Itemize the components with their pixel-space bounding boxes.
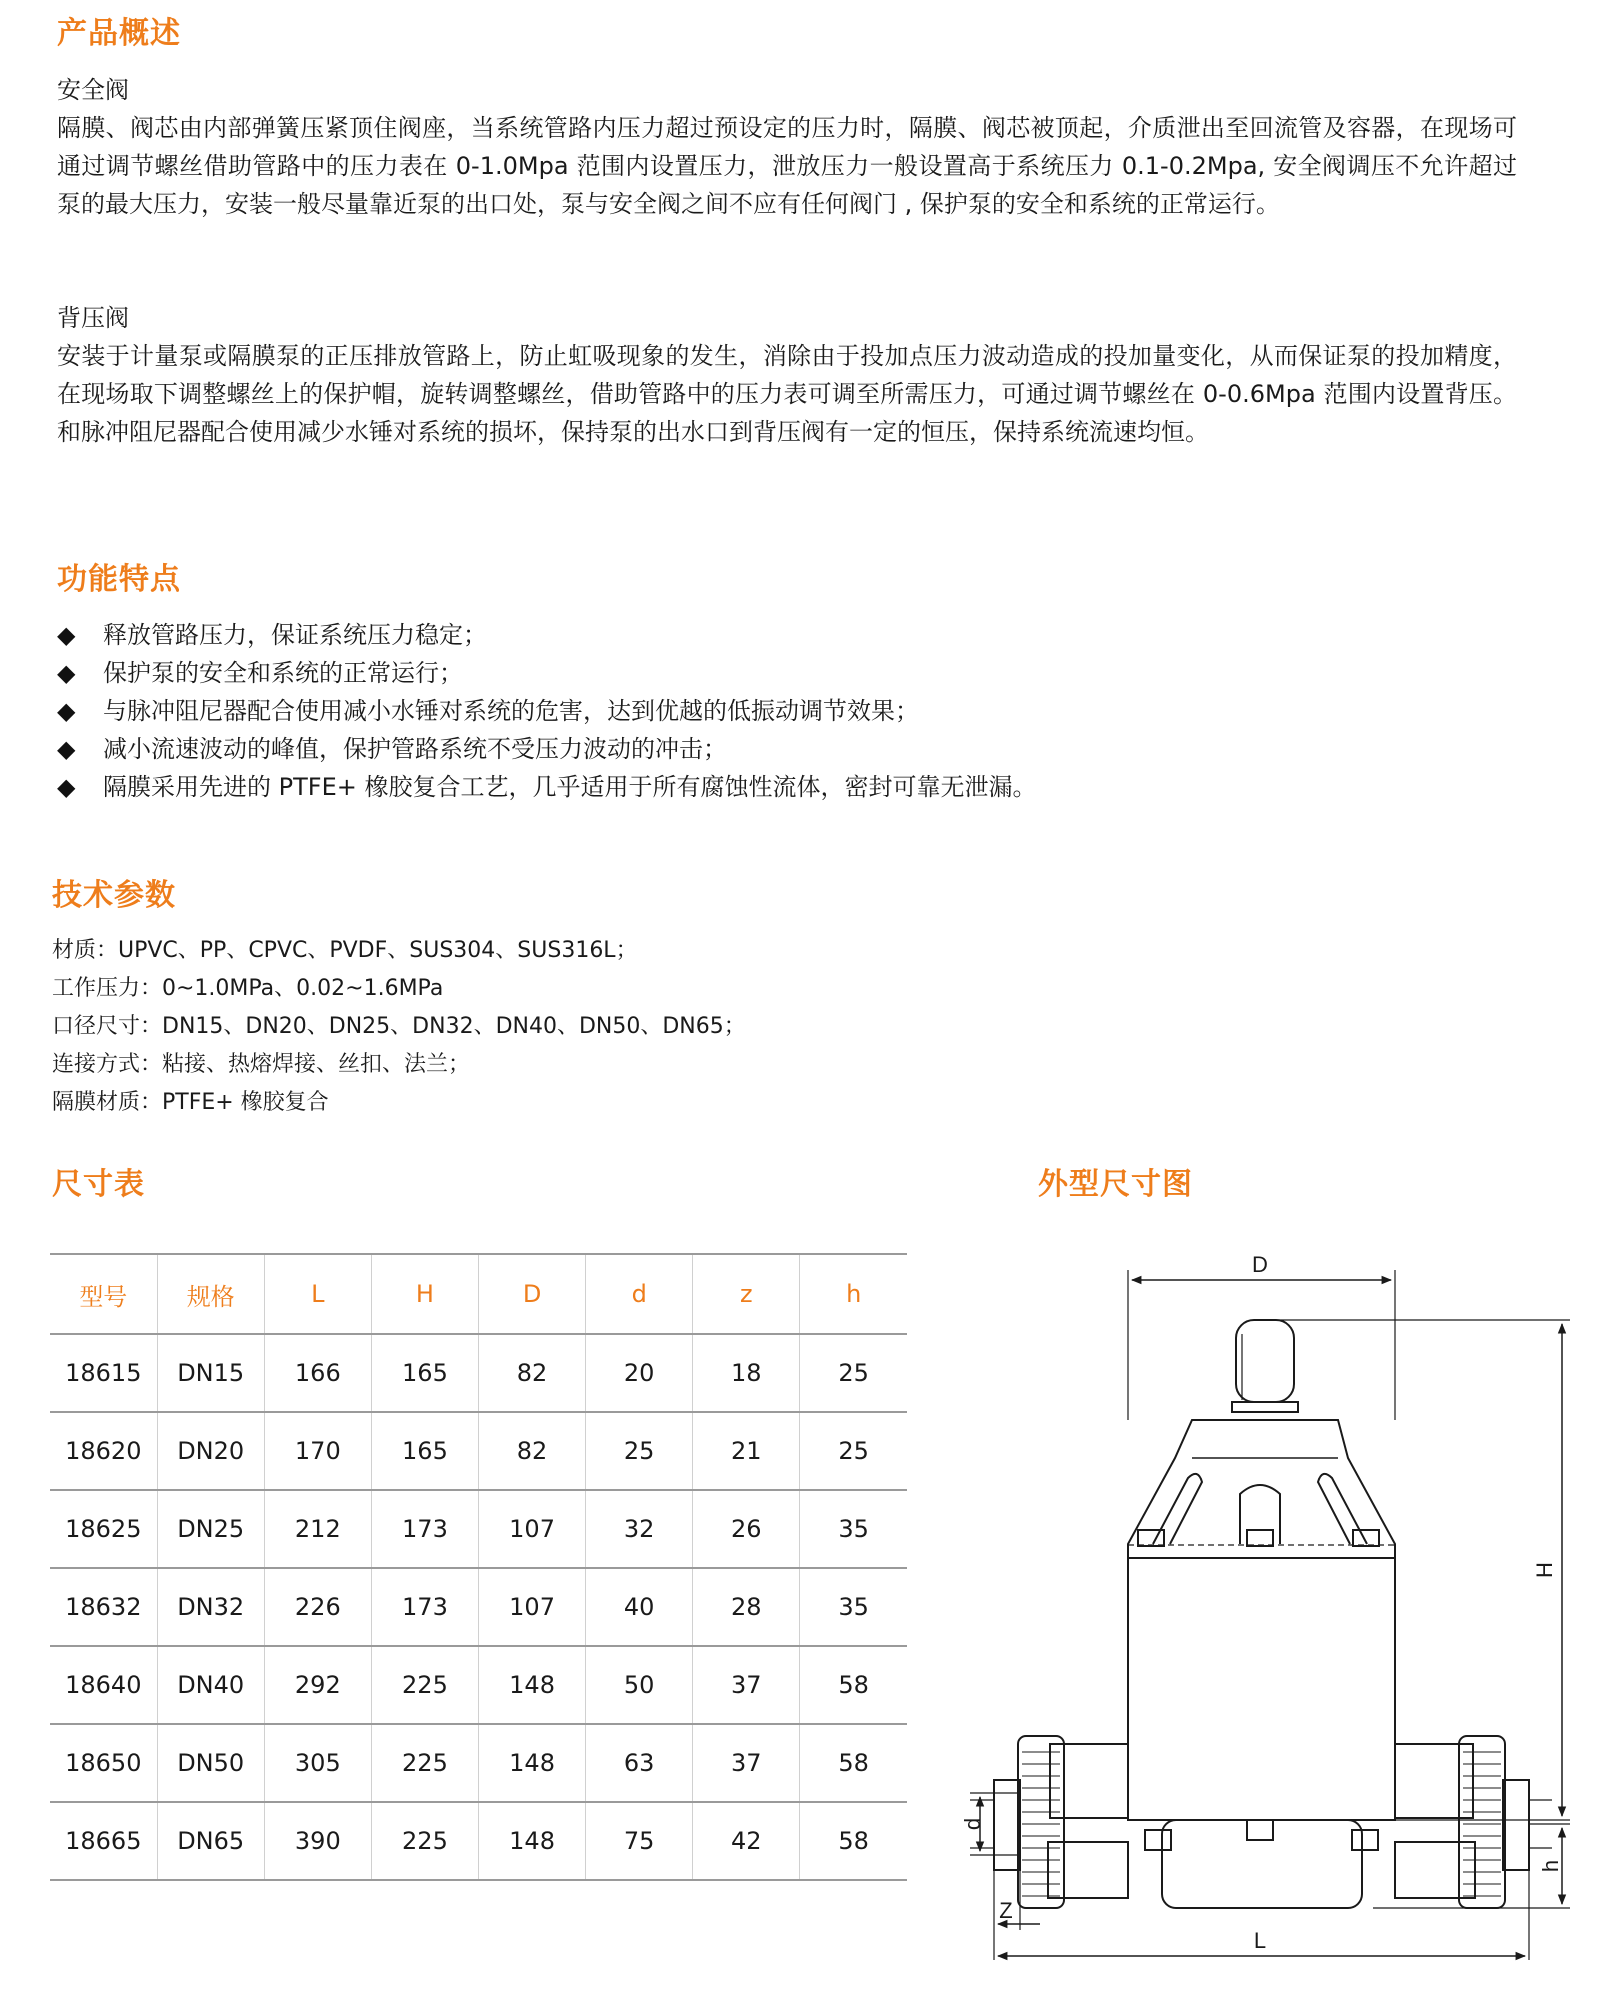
feature-item: ◆ 释放管路压力，保证系统压力稳定； <box>57 616 1457 654</box>
table-row: 18650 DN50 305 225 148 63 37 58 <box>50 1724 907 1802</box>
stem-collar-shape <box>1232 1402 1298 1412</box>
diamond-bullet-icon: ◆ <box>57 773 76 801</box>
param-row: 口径尺寸：DN15、DN20、DN25、DN32、DN40、DN50、DN65； <box>52 1014 746 1039</box>
param-row: 材质：UPVC、PP、CPVC、PVDF、SUS304、SUS316L； <box>52 938 638 963</box>
label-d: d <box>960 1817 985 1831</box>
left-union-ribs <box>1022 1752 1060 1896</box>
diamond-bullet-icon: ◆ <box>57 621 76 649</box>
bonnet-shape <box>1128 1420 1395 1558</box>
left-union-nut-shape <box>1018 1736 1064 1908</box>
params-title: 技术参数 <box>52 878 176 913</box>
feature-item: ◆ 减小流速波动的峰值，保护管路系统不受压力波动的冲击； <box>57 730 1457 768</box>
diamond-bullet-icon: ◆ <box>57 735 76 763</box>
col-header: h <box>800 1254 907 1334</box>
back-pressure-valve-block <box>57 299 1517 451</box>
bolt-head-shape <box>1145 1830 1171 1850</box>
dimension-table <box>50 1253 907 1881</box>
features-title: 功能特点 <box>57 562 181 597</box>
table-header-row <box>50 1254 907 1334</box>
label-L: L <box>1253 1928 1267 1953</box>
col-header: 型号 <box>50 1254 157 1334</box>
feature-item: ◆ 保护泵的安全和系统的正常运行； <box>57 654 1457 692</box>
bonnet-rib-shape <box>1318 1474 1367 1544</box>
back-pressure-valve-subtitle: 背压阀 <box>57 304 129 332</box>
params-list <box>52 932 746 1122</box>
right-socket-shape <box>1395 1744 1473 1818</box>
col-header: 规格 <box>157 1254 264 1334</box>
overview-title: 产品概述 <box>57 16 181 51</box>
param-row: 连接方式：粘接、热熔焊接、丝扣、法兰； <box>52 1052 471 1077</box>
table-row: 18615 DN15 166 165 82 20 18 25 <box>50 1334 907 1412</box>
right-union-ribs <box>1463 1752 1501 1896</box>
right-socket-shape <box>1395 1842 1475 1898</box>
features-list <box>57 616 1457 806</box>
left-socket-shape <box>1050 1744 1128 1818</box>
back-pressure-valve-text: 安装于计量泵或隔膜泵的正压排放管路上，防止虹吸现象的发生，消除由于投加点压力波动造成的投加量变化，从而保证泵的投加精度，在现场取下调整螺丝上的保护帽，旋转调整螺丝，借助管路中的压力表可调至所需压力，可通过调节螺丝在 0-0.6Mpa 范围内设置背压。和脉冲阻尼器配合使用减少水锤对系统的损坏，保持泵的出水口到背压阀有一定的恒压，保持系统流速均恒。 <box>57 342 1517 446</box>
col-header: z <box>693 1254 800 1334</box>
bolt-head-shape <box>1247 1820 1273 1840</box>
table-row: 18625 DN25 212 173 107 32 26 35 <box>50 1490 907 1568</box>
diamond-bullet-icon: ◆ <box>57 659 76 687</box>
param-row: 隔膜材质：PTFE+ 橡胶复合 <box>52 1090 329 1115</box>
left-socket-shape <box>1048 1842 1128 1898</box>
right-pipe-end-shape <box>1503 1780 1529 1870</box>
table-row: 18640 DN40 292 225 148 50 37 58 <box>50 1646 907 1724</box>
label-D: D <box>1252 1252 1268 1277</box>
bolt-head-shape <box>1352 1830 1378 1850</box>
col-header: L <box>264 1254 371 1334</box>
label-H: H <box>1532 1562 1557 1578</box>
table-row: 18632 DN32 226 173 107 40 28 35 <box>50 1568 907 1646</box>
valve-outline-drawing <box>940 1240 1580 1984</box>
adjust-cap-shape <box>1236 1320 1294 1402</box>
valve-body-shape <box>1128 1558 1395 1820</box>
table-row: 18620 DN20 170 165 82 25 21 25 <box>50 1412 907 1490</box>
table-row: 18665 DN65 390 225 148 75 42 58 <box>50 1802 907 1880</box>
label-h: h <box>1538 1859 1563 1873</box>
lower-body-shape <box>1162 1820 1362 1908</box>
col-header: d <box>586 1254 693 1334</box>
label-z: Z <box>999 1898 1013 1923</box>
param-row: 工作压力：0~1.0MPa、0.02~1.6MPa <box>52 976 444 1001</box>
safety-valve-subtitle: 安全阀 <box>57 76 129 104</box>
right-union-nut-shape <box>1459 1736 1505 1908</box>
dim-table-title: 尺寸表 <box>52 1167 145 1202</box>
feature-item: ◆ 隔膜采用先进的 PTFE+ 橡胶复合工艺，几乎适用于所有腐蚀性流体，密封可靠无泄漏。 <box>57 768 1457 806</box>
diamond-bullet-icon: ◆ <box>57 697 76 725</box>
safety-valve-block <box>57 71 1517 223</box>
valve-drawing-svg <box>940 1240 1580 1980</box>
bolt-head-shape <box>1247 1530 1273 1546</box>
feature-item: ◆ 与脉冲阻尼器配合使用减小水锤对系统的危害，达到优越的低振动调节效果； <box>57 692 1457 730</box>
diagram-title: 外型尺寸图 <box>1038 1167 1193 1202</box>
col-header: H <box>371 1254 478 1334</box>
col-header: D <box>479 1254 586 1334</box>
safety-valve-text: 隔膜、阀芯由内部弹簧压紧顶住阀座，当系统管路内压力超过预设定的压力时，隔膜、阀芯被顶起，介质泄出至回流管及容器，在现场可通过调节螺丝借助管路中的压力表在 0-1.0Mpa 范围内设置压力，泄放压力一般设置高于系统压力 0.1-0.2Mpa, 安全阀调压不允许超过泵的最大压力，安装一般尽量靠近泵的出口处，泵与安全阀之间不应有任何阀门 , 保护泵的安全和系统的正常运行。 <box>57 114 1517 218</box>
